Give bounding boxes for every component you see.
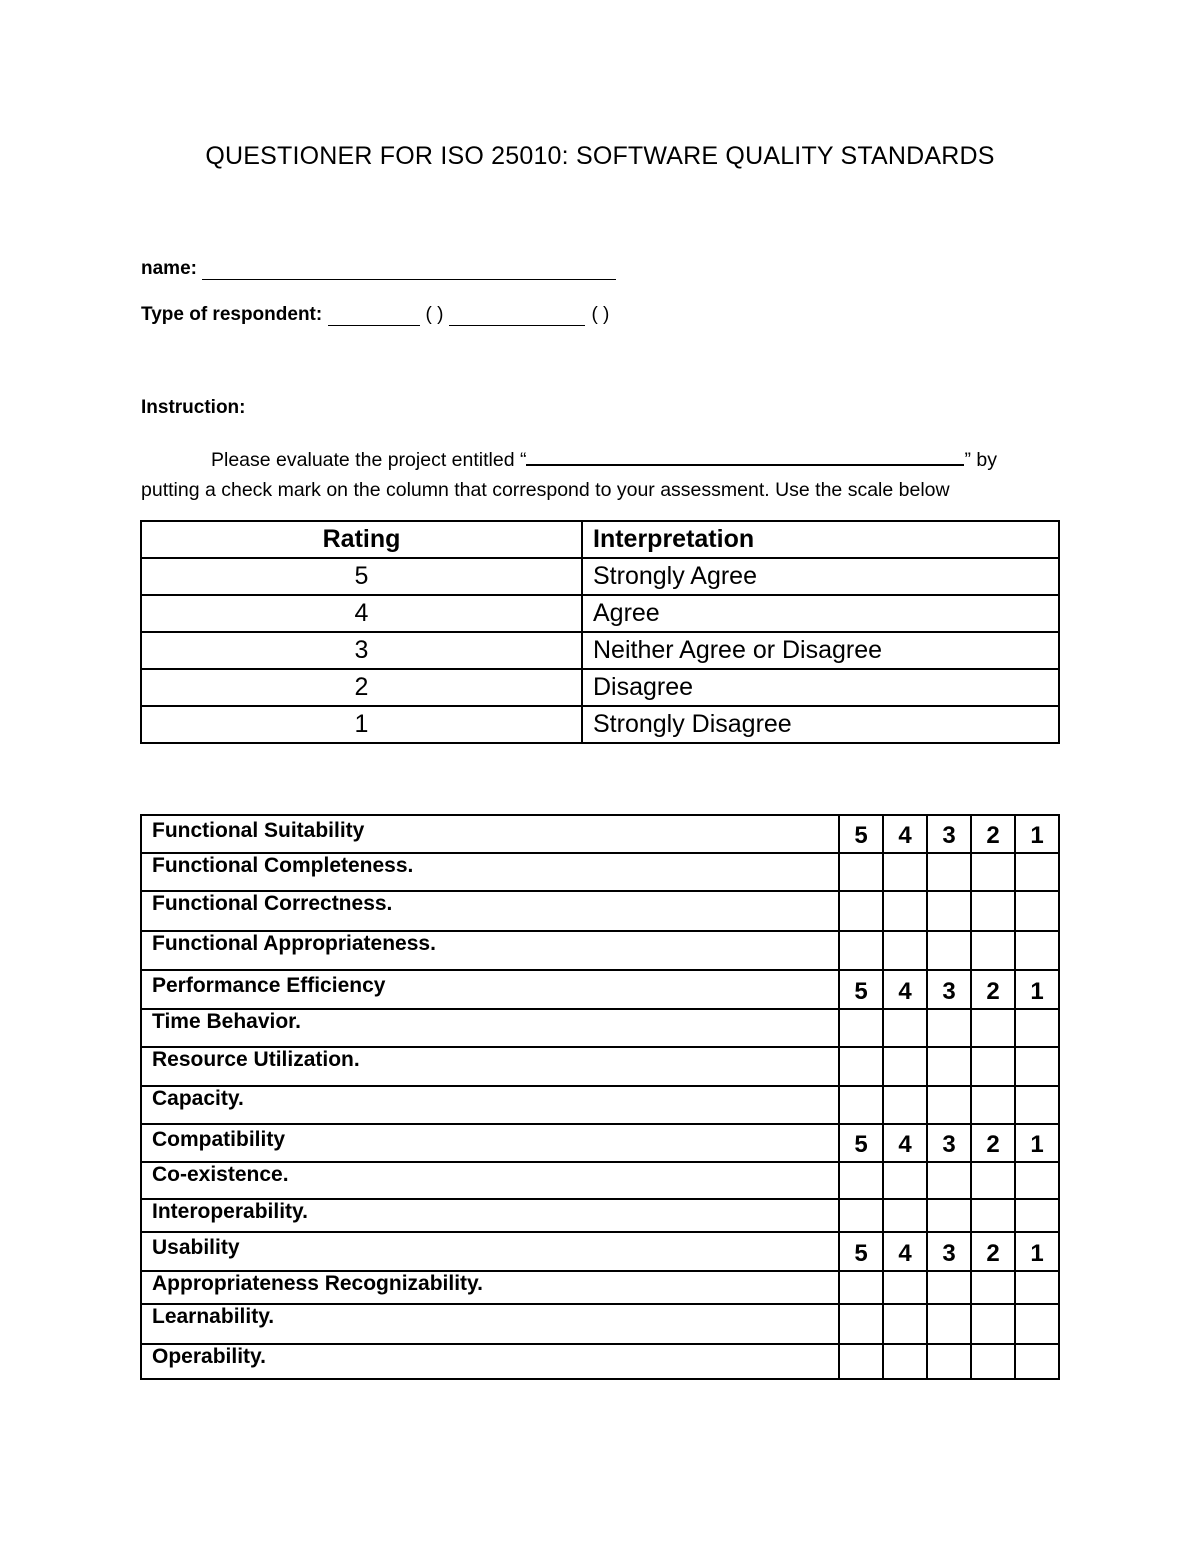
scale-row	[141, 632, 1059, 669]
check-cell[interactable]	[971, 1162, 1015, 1199]
category-row	[141, 1232, 1059, 1271]
check-cell[interactable]	[927, 1009, 971, 1047]
check-cell[interactable]	[971, 891, 1015, 931]
instruction-text-part1: Please evaluate the project entitled “	[211, 449, 527, 471]
criterion-row	[141, 1047, 1059, 1086]
check-cell[interactable]	[1015, 1304, 1059, 1344]
check-cell[interactable]	[883, 1086, 927, 1124]
check-cell[interactable]	[927, 891, 971, 931]
scale-value-header: 1	[1015, 970, 1059, 1009]
check-cell[interactable]	[883, 1162, 927, 1199]
instruction-text	[141, 444, 1046, 505]
check-cell[interactable]	[927, 1199, 971, 1232]
rating-header: Rating	[141, 521, 582, 558]
scale-rating-cell: 3	[141, 632, 582, 669]
criterion-row	[141, 1086, 1059, 1124]
check-cell[interactable]	[971, 1047, 1015, 1086]
criterion-row	[141, 1162, 1059, 1199]
category-row	[141, 1124, 1059, 1162]
check-cell[interactable]	[839, 931, 883, 970]
category-row	[141, 815, 1059, 853]
check-cell[interactable]	[927, 1304, 971, 1344]
criterion-label: Functional Appropriateness.	[141, 931, 839, 970]
check-cell[interactable]	[839, 1162, 883, 1199]
respondent-paren-2[interactable]: ( )	[591, 304, 610, 325]
scale-value-header: 2	[971, 1124, 1015, 1162]
scale-rating-cell: 1	[141, 706, 582, 743]
check-cell[interactable]	[839, 1086, 883, 1124]
category-label: Performance Efficiency	[141, 970, 839, 1009]
criterion-label: Functional Completeness.	[141, 853, 839, 891]
check-cell[interactable]	[1015, 853, 1059, 891]
check-cell[interactable]	[883, 1009, 927, 1047]
criterion-label: Learnability.	[141, 1304, 839, 1344]
name-field-row	[141, 258, 616, 280]
check-cell[interactable]	[927, 853, 971, 891]
scale-rating-cell: 2	[141, 669, 582, 706]
project-title-blank[interactable]	[526, 444, 964, 466]
scale-row	[141, 595, 1059, 632]
criterion-label: Appropriateness Recognizability.	[141, 1271, 839, 1304]
respondent-field-row	[141, 304, 615, 326]
instruction-text-part2: ” by putting a check mark on the column that correspond to your assessment. Use the scale below	[141, 449, 997, 501]
check-cell[interactable]	[883, 1344, 927, 1379]
scale-interpretation-cell: Strongly Disagree	[582, 706, 1059, 743]
scale-value-header: 5	[839, 970, 883, 1009]
scale-interpretation-cell: Strongly Agree	[582, 558, 1059, 595]
scale-value-header: 4	[883, 1232, 927, 1271]
check-cell[interactable]	[839, 1304, 883, 1344]
check-cell[interactable]	[927, 931, 971, 970]
scale-rating-cell: 5	[141, 558, 582, 595]
scale-interpretation-cell: Agree	[582, 595, 1059, 632]
check-cell[interactable]	[1015, 891, 1059, 931]
criterion-row	[141, 1344, 1059, 1379]
check-cell[interactable]	[1015, 1162, 1059, 1199]
scale-value-header: 2	[971, 1232, 1015, 1271]
scale-value-header: 3	[927, 1124, 971, 1162]
check-cell[interactable]	[927, 1162, 971, 1199]
check-cell[interactable]	[971, 1304, 1015, 1344]
criterion-row	[141, 1199, 1059, 1232]
check-cell[interactable]	[883, 1271, 927, 1304]
check-cell[interactable]	[839, 1047, 883, 1086]
check-cell[interactable]	[971, 1086, 1015, 1124]
check-cell[interactable]	[971, 853, 1015, 891]
check-cell[interactable]	[971, 1271, 1015, 1304]
evaluation-table	[140, 814, 1060, 1380]
check-cell[interactable]	[1015, 1009, 1059, 1047]
respondent-blank-2[interactable]	[449, 307, 585, 326]
check-cell[interactable]	[839, 1344, 883, 1379]
check-cell[interactable]	[1015, 1271, 1059, 1304]
name-label: name:	[141, 258, 197, 279]
criterion-row	[141, 1271, 1059, 1304]
check-cell[interactable]	[883, 1047, 927, 1086]
check-cell[interactable]	[927, 1344, 971, 1379]
check-cell[interactable]	[971, 931, 1015, 970]
scale-value-header: 5	[839, 1232, 883, 1271]
check-cell[interactable]	[1015, 1086, 1059, 1124]
check-cell[interactable]	[883, 1304, 927, 1344]
criterion-row	[141, 891, 1059, 931]
respondent-label: Type of respondent:	[141, 304, 323, 325]
check-cell[interactable]	[839, 891, 883, 931]
respondent-blank-1[interactable]	[328, 307, 420, 326]
category-label: Functional Suitability	[141, 815, 839, 853]
check-cell[interactable]	[1015, 1344, 1059, 1379]
check-cell[interactable]	[883, 853, 927, 891]
scale-value-header: 4	[883, 815, 927, 853]
criterion-label: Capacity.	[141, 1086, 839, 1124]
scale-row	[141, 558, 1059, 595]
check-cell[interactable]	[927, 1086, 971, 1124]
check-cell[interactable]	[971, 1344, 1015, 1379]
instruction-label: Instruction:	[141, 397, 246, 418]
scale-interpretation-cell: Neither Agree or Disagree	[582, 632, 1059, 669]
criterion-row	[141, 1009, 1059, 1047]
criterion-row	[141, 853, 1059, 891]
scale-value-header: 1	[1015, 1124, 1059, 1162]
criterion-label: Co-existence.	[141, 1162, 839, 1199]
scale-value-header: 4	[883, 1124, 927, 1162]
check-cell[interactable]	[927, 1047, 971, 1086]
criterion-label: Time Behavior.	[141, 1009, 839, 1047]
check-cell[interactable]	[883, 931, 927, 970]
check-cell[interactable]	[839, 853, 883, 891]
scale-value-header: 5	[839, 1124, 883, 1162]
check-cell[interactable]	[839, 1199, 883, 1232]
check-cell[interactable]	[883, 891, 927, 931]
criterion-label: Resource Utilization.	[141, 1047, 839, 1086]
check-cell[interactable]	[1015, 931, 1059, 970]
scale-row	[141, 669, 1059, 706]
criterion-label: Operability.	[141, 1344, 839, 1379]
scale-value-header: 3	[927, 815, 971, 853]
scale-row	[141, 706, 1059, 743]
check-cell[interactable]	[971, 1009, 1015, 1047]
scale-value-header: 1	[1015, 1232, 1059, 1271]
interpretation-header: Interpretation	[582, 521, 1059, 558]
criterion-row	[141, 1304, 1059, 1344]
check-cell[interactable]	[1015, 1047, 1059, 1086]
scale-rating-cell: 4	[141, 595, 582, 632]
category-label: Compatibility	[141, 1124, 839, 1162]
scale-value-header: 1	[1015, 815, 1059, 853]
criterion-label: Functional Correctness.	[141, 891, 839, 931]
criterion-row	[141, 931, 1059, 970]
scale-interpretation-cell: Disagree	[582, 669, 1059, 706]
criterion-label: Interoperability.	[141, 1199, 839, 1232]
respondent-paren-1[interactable]: ( )	[425, 304, 444, 325]
scale-value-header: 2	[971, 815, 1015, 853]
name-blank-line[interactable]	[202, 261, 616, 280]
check-cell[interactable]	[971, 1199, 1015, 1232]
page-title: QUESTIONER FOR ISO 25010: SOFTWARE QUALITY STANDARDS	[205, 142, 995, 170]
scale-value-header: 2	[971, 970, 1015, 1009]
check-cell[interactable]	[839, 1009, 883, 1047]
scale-value-header: 5	[839, 815, 883, 853]
check-cell[interactable]	[883, 1199, 927, 1232]
category-label: Usability	[141, 1232, 839, 1271]
scale-value-header: 4	[883, 970, 927, 1009]
category-row	[141, 970, 1059, 1009]
check-cell[interactable]	[839, 1271, 883, 1304]
check-cell[interactable]	[927, 1271, 971, 1304]
scale-value-header: 3	[927, 970, 971, 1009]
scale-value-header: 3	[927, 1232, 971, 1271]
check-cell[interactable]	[1015, 1199, 1059, 1232]
rating-scale-table	[140, 520, 1060, 744]
